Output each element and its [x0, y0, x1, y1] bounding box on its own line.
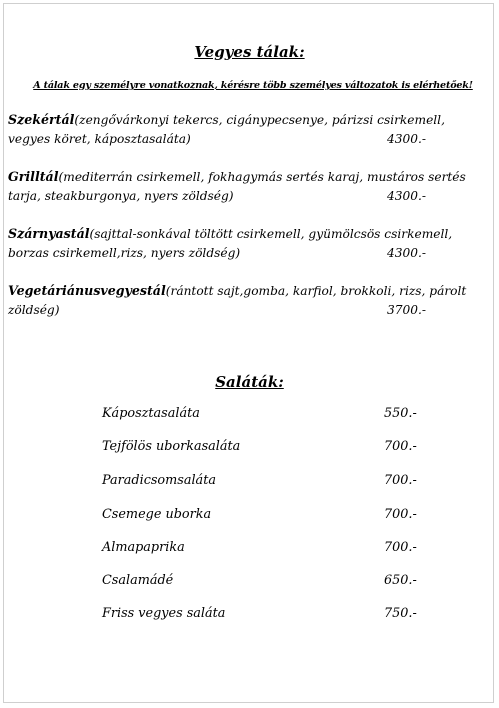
salad-name: Tejfölös uborkasaláta [102, 439, 241, 454]
salad-price: 650.- [384, 573, 417, 588]
salad-name: Almapaprika [102, 540, 185, 555]
salad-price: 550.- [384, 406, 417, 421]
salad-name: Paradicsomsaláta [102, 473, 216, 488]
salad-name: Káposztasaláta [102, 406, 200, 421]
salad-price: 750.- [384, 606, 417, 621]
platter-price: 3700.- [386, 303, 426, 317]
platter-name: Vegetáriánusvegyestál [8, 283, 166, 298]
platter-description: (mediterrán csirkemell, fokhagymás sertés karaj, mustáros sertés tarja, steakburgonya, nyers zöldség) [8, 170, 466, 203]
salad-name: Csemege uborka [102, 507, 212, 522]
platter-item [8, 224, 488, 263]
platter-item [8, 281, 488, 320]
salad-price: 700.- [384, 473, 417, 488]
platters-title: Vegyes tálak: [194, 43, 305, 61]
platter-name: Grilltál [8, 169, 59, 184]
platter-price: 4300.- [386, 189, 426, 203]
salad-name: Csalamádé [102, 573, 174, 588]
platter-price: 4300.- [386, 246, 426, 260]
page-border [3, 3, 494, 703]
platter-description: (sajttal-sonkával töltött csirkemell, gyümölcsös csirkemell, borzas csirkemell,rizs, nyers zöldség) [8, 227, 453, 260]
platters-note: A tálak egy személyre vonatkoznak, kérésre több személyes változatok is elérhetőek! [33, 80, 473, 91]
platter-name: Szekértál [8, 112, 75, 127]
platter-item [8, 167, 488, 206]
platter-name: Szárnyastál [8, 226, 90, 241]
salads-title: Saláták: [215, 373, 284, 391]
platter-price: 4300.- [386, 132, 426, 146]
platter-description: (zengővárkonyi tekercs, cigánypecsenye, párizsi csirkemell, vegyes köret, káposztasaláta) [8, 113, 445, 146]
salad-price: 700.- [384, 439, 417, 454]
platter-description: (rántott sajt,gomba, karfiol, brokkoli, rizs, párolt zöldség) [8, 284, 467, 317]
salad-price: 700.- [384, 540, 417, 555]
salad-name: Friss vegyes saláta [102, 606, 226, 621]
platter-item [8, 110, 488, 149]
salad-price: 700.- [384, 507, 417, 522]
